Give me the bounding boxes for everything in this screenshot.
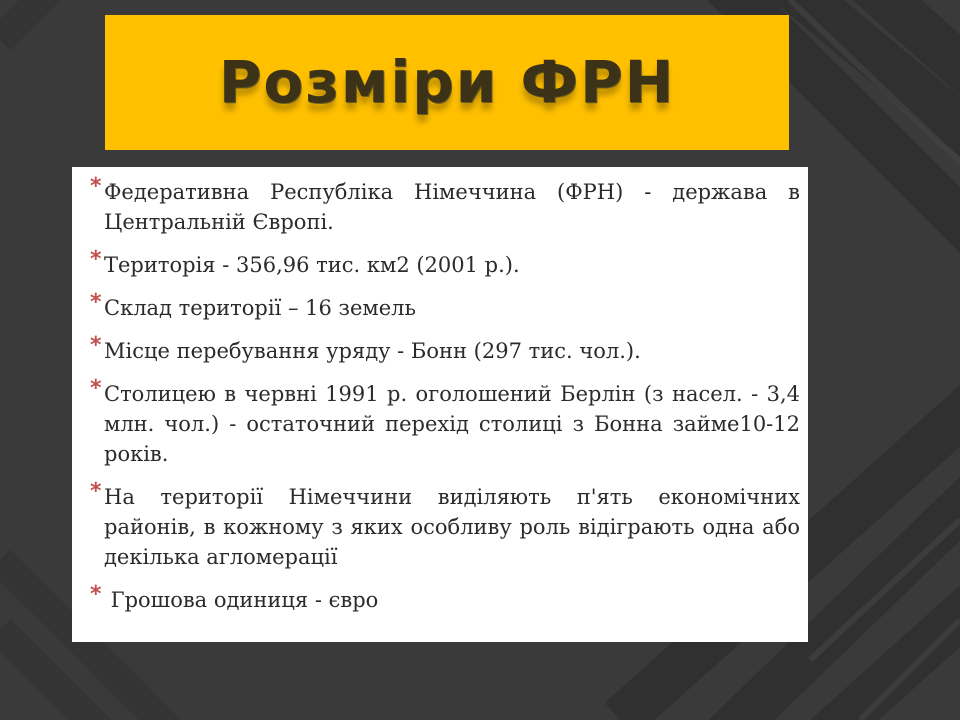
asterisk-bullet-icon: * [90, 582, 102, 607]
bullet-text: Грошова одиниця - євро [104, 588, 379, 612]
bullet-item-1 [90, 174, 800, 237]
asterisk-bullet-icon: * [90, 247, 102, 272]
asterisk-bullet-icon: * [90, 174, 102, 199]
bullet-text: Склад території – 16 земель [104, 296, 416, 320]
asterisk-bullet-icon: * [90, 376, 102, 401]
bullet-text: На території Німеччини виділяють п'ять економічних районів, в кожному з яких особливу роль відіграють одна або декілька агломерації [104, 485, 800, 569]
bullet-item-6 [90, 479, 800, 572]
bullet-text: Столицею в червні 1991 р. оголошений Берлін (з насел. - 3,4 млн. чол.) - остаточний перехід столиці з Бонна займе10-12 років. [104, 382, 800, 466]
bullet-item-2 [90, 247, 800, 280]
bullet-item-4 [90, 333, 800, 366]
content-box [72, 167, 808, 642]
title-box [105, 15, 789, 150]
bullet-item-3 [90, 290, 800, 323]
bullet-text: Місце перебування уряду - Бонн (297 тис. чол.). [104, 339, 641, 363]
slide-title: Розміри ФРН [218, 47, 676, 116]
bullet-text: Федеративна Республіка Німеччина (ФРН) - держава в Центральній Європі. [104, 180, 800, 234]
bullet-item-7 [90, 582, 800, 615]
asterisk-bullet-icon: * [90, 290, 102, 315]
bullet-item-5 [90, 376, 800, 469]
bullet-text: Територія - 356,96 тис. км2 (2001 р.). [104, 253, 520, 277]
asterisk-bullet-icon: * [90, 479, 102, 504]
asterisk-bullet-icon: * [90, 333, 102, 358]
